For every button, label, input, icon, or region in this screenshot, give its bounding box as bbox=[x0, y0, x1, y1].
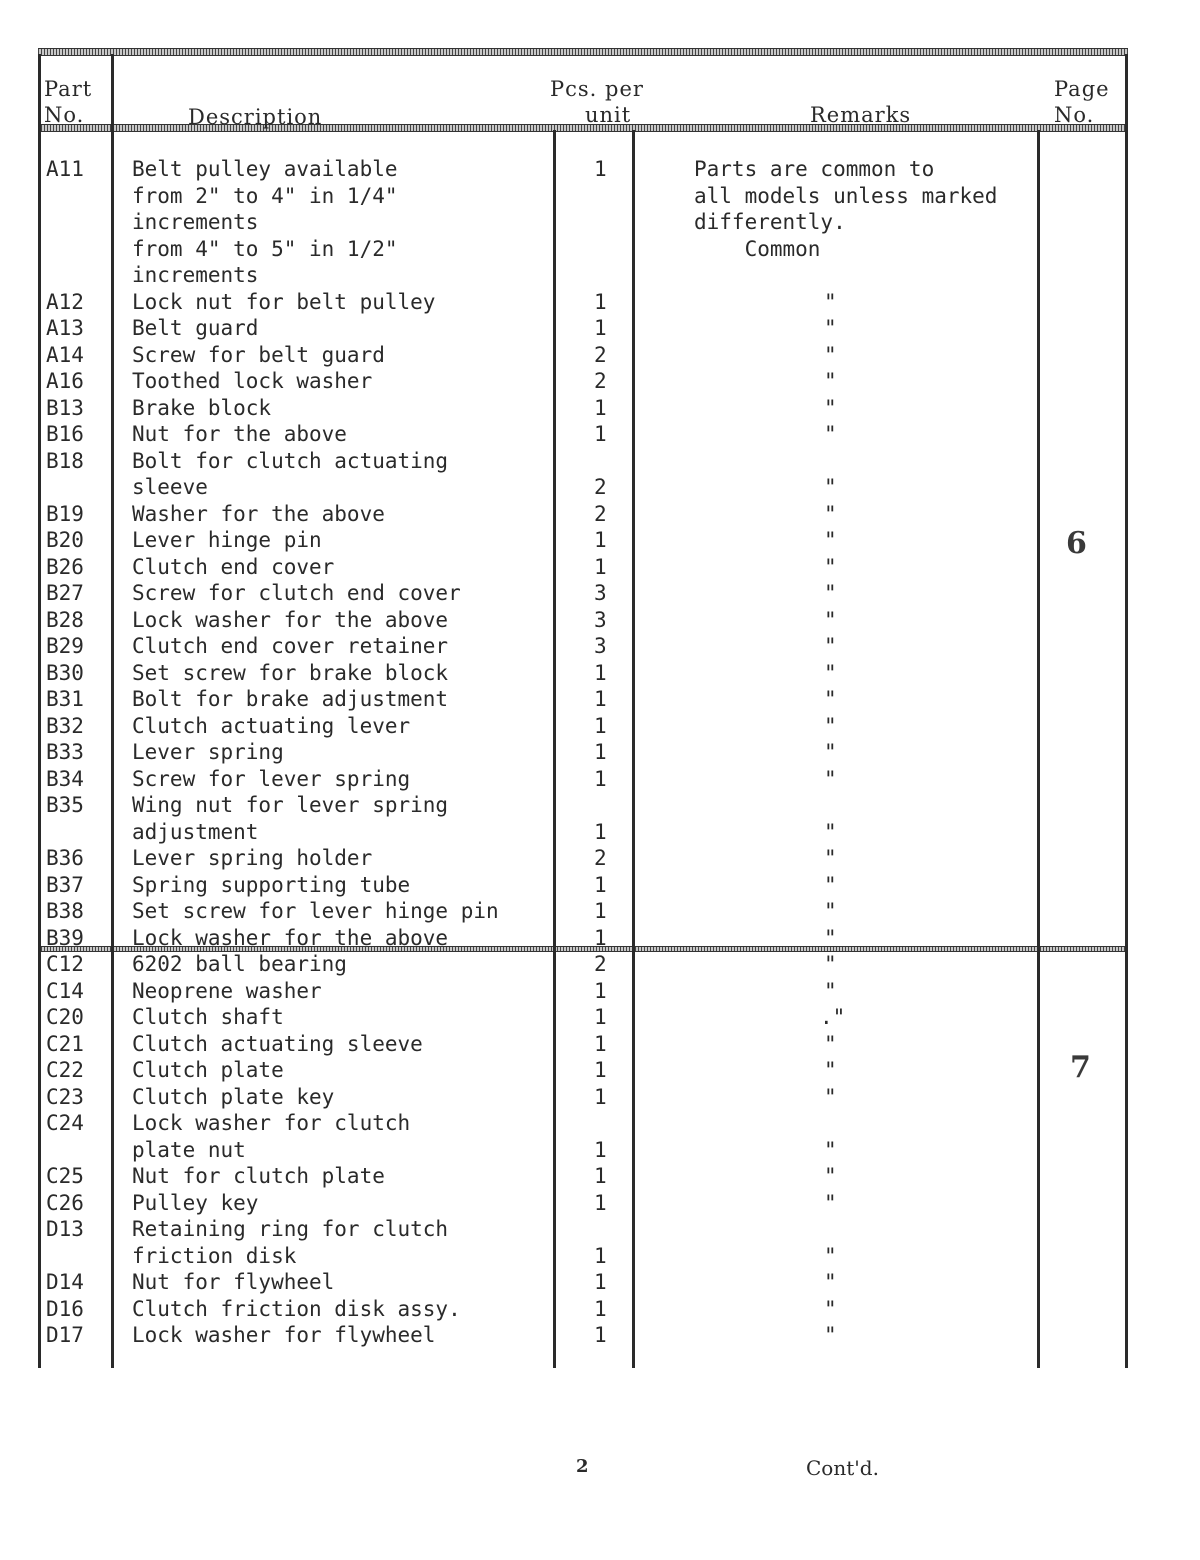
description-cell: Lever hinge pin bbox=[132, 528, 322, 552]
pcs-per-unit-cell: 1 bbox=[594, 1137, 607, 1162]
part-number-cell: D14 bbox=[46, 1270, 84, 1294]
pcs-per-unit-cell: 2 bbox=[594, 475, 607, 499]
table-top-border bbox=[38, 48, 1128, 56]
pcs-per-unit-cell: 1 bbox=[594, 1058, 607, 1082]
remarks-cell: " bbox=[824, 554, 837, 579]
description-cell: Brake block bbox=[132, 395, 272, 420]
remarks-cell: " bbox=[824, 1296, 837, 1321]
part-number-cell: B27 bbox=[46, 581, 84, 605]
header-page-line2: No. bbox=[1054, 103, 1095, 127]
remarks-cell: " bbox=[824, 740, 837, 764]
pcs-per-unit-cell: 1 bbox=[594, 713, 607, 738]
description-cell: Lock washer for flywheel bbox=[132, 1323, 436, 1347]
pcs-per-unit-cell: 1 bbox=[594, 1005, 607, 1029]
part-number-cell: B39 bbox=[46, 925, 84, 950]
header-part-no-line2: No. bbox=[44, 103, 85, 127]
pcs-per-unit-cell: 1 bbox=[594, 554, 607, 579]
description-cell: Lever spring bbox=[132, 740, 284, 764]
pcs-per-unit-cell: 3 bbox=[594, 607, 607, 632]
remarks-cell: Parts are common to bbox=[694, 157, 935, 181]
pcs-per-unit-cell: 2 bbox=[594, 342, 607, 367]
pcs-per-unit-cell: 1 bbox=[594, 978, 607, 1003]
description-cell: Clutch plate key bbox=[132, 1084, 335, 1109]
pcs-per-unit-cell: 1 bbox=[594, 316, 607, 340]
pcs-per-unit-cell: 1 bbox=[594, 528, 607, 552]
description-cell: Belt pulley available bbox=[132, 157, 398, 181]
description-cell: Nut for clutch plate bbox=[132, 1164, 385, 1188]
remarks-cell: differently. bbox=[694, 210, 846, 234]
description-cell: Clutch end cover retainer bbox=[132, 634, 449, 658]
pcs-per-unit-cell: 2 bbox=[594, 846, 607, 870]
description-cell: from 4" to 5" in 1/2" bbox=[132, 236, 398, 261]
pcs-per-unit-cell: 2 bbox=[594, 501, 607, 526]
part-number-cell: C20 bbox=[46, 1005, 84, 1029]
remarks-cell: " bbox=[824, 422, 837, 446]
pcs-per-unit-cell: 2 bbox=[594, 369, 607, 393]
pcs-per-unit-cell: 1 bbox=[594, 1270, 607, 1294]
description-cell: Screw for belt guard bbox=[132, 342, 385, 367]
part-number-cell: C24 bbox=[46, 1111, 84, 1135]
part-number-cell: B16 bbox=[46, 422, 84, 446]
part-number-cell: C26 bbox=[46, 1190, 84, 1215]
part-number-cell: A11 bbox=[46, 157, 84, 181]
remarks-cell: " bbox=[824, 1058, 837, 1082]
footer-page-number: 2 bbox=[576, 1456, 589, 1477]
description-cell: Lock washer for the above bbox=[132, 607, 449, 632]
pcs-per-unit-cell: 1 bbox=[594, 1296, 607, 1321]
pcs-per-unit-cell: 1 bbox=[594, 687, 607, 711]
remarks-cell: " bbox=[824, 607, 837, 632]
part-number-cell: A13 bbox=[46, 316, 84, 340]
footer-continued: Cont'd. bbox=[806, 1456, 879, 1480]
part-number-cell: B30 bbox=[46, 660, 84, 685]
description-cell: adjustment bbox=[132, 819, 259, 844]
description-cell: Washer for the above bbox=[132, 501, 385, 526]
pcs-per-unit-cell: 3 bbox=[594, 581, 607, 605]
description-cell: Nut for flywheel bbox=[132, 1270, 335, 1294]
description-cell: 6202 ball bearing bbox=[132, 952, 347, 976]
remarks-cell: all models unless marked bbox=[694, 183, 998, 208]
pcs-per-unit-cell: 1 bbox=[594, 1323, 607, 1347]
remarks-cell: " bbox=[824, 713, 837, 738]
page-number-group-6: 6 bbox=[1066, 526, 1087, 561]
remarks-cell: ." bbox=[820, 1005, 846, 1029]
part-number-cell: A12 bbox=[46, 289, 84, 314]
remarks-cell: " bbox=[824, 1164, 837, 1188]
remarks-cell: " bbox=[824, 1190, 837, 1215]
description-cell: Clutch shaft bbox=[132, 1005, 284, 1029]
pcs-per-unit-cell: 2 bbox=[594, 952, 607, 976]
part-number-cell: C23 bbox=[46, 1084, 84, 1109]
pcs-per-unit-cell: 1 bbox=[594, 289, 607, 314]
pcs-per-unit-cell: 1 bbox=[594, 1084, 607, 1109]
remarks-cell: " bbox=[824, 846, 837, 870]
description-column-divider bbox=[553, 130, 556, 1368]
part-number-cell: C22 bbox=[46, 1058, 84, 1082]
remarks-cell: " bbox=[824, 952, 837, 976]
remarks-cell: " bbox=[824, 925, 837, 950]
part-number-cell: D17 bbox=[46, 1323, 84, 1347]
description-cell: Bolt for brake adjustment bbox=[132, 687, 449, 711]
part-number-cell: A16 bbox=[46, 369, 84, 393]
pcs-per-unit-cell: 1 bbox=[594, 819, 607, 844]
description-cell: Wing nut for lever spring bbox=[132, 793, 449, 817]
header-page-line1: Page bbox=[1054, 77, 1110, 101]
description-cell: Clutch actuating sleeve bbox=[132, 1031, 423, 1056]
description-cell: Belt guard bbox=[132, 316, 259, 340]
part-number-cell: B13 bbox=[46, 395, 84, 420]
remarks-cell: " bbox=[824, 395, 837, 420]
description-cell: Screw for clutch end cover bbox=[132, 581, 461, 605]
description-cell: from 2" to 4" in 1/4" bbox=[132, 183, 398, 208]
description-cell: Set screw for brake block bbox=[132, 660, 449, 685]
remarks-cell: " bbox=[824, 766, 837, 791]
remarks-cell: " bbox=[824, 316, 837, 340]
pcs-per-unit-cell: 1 bbox=[594, 157, 607, 181]
description-cell: Clutch friction disk assy. bbox=[132, 1296, 461, 1321]
pcs-per-unit-cell: 1 bbox=[594, 1031, 607, 1056]
part-number-cell: B20 bbox=[46, 528, 84, 552]
pcs-per-unit-cell: 3 bbox=[594, 634, 607, 658]
description-cell: Retaining ring for clutch bbox=[132, 1217, 449, 1241]
part-number-cell: B19 bbox=[46, 501, 84, 526]
description-cell: Nut for the above bbox=[132, 422, 347, 446]
remarks-cell: " bbox=[824, 581, 837, 605]
remarks-cell: " bbox=[824, 872, 837, 897]
description-cell: plate nut bbox=[132, 1137, 246, 1162]
part-number-cell: B18 bbox=[46, 448, 84, 473]
pcs-per-unit-cell: 1 bbox=[594, 422, 607, 446]
remarks-cell: " bbox=[824, 528, 837, 552]
part-number-cell: B35 bbox=[46, 793, 84, 817]
description-cell: increments bbox=[132, 263, 259, 287]
left-border bbox=[38, 54, 41, 1368]
pcs-per-unit-cell: 1 bbox=[594, 1164, 607, 1188]
remarks-column-divider bbox=[1037, 130, 1040, 1368]
remarks-cell: " bbox=[824, 687, 837, 711]
part-number-cell: B32 bbox=[46, 713, 84, 738]
remarks-cell: " bbox=[824, 369, 837, 393]
description-cell: Set screw for lever hinge pin bbox=[132, 899, 499, 923]
description-cell: Screw for lever spring bbox=[132, 766, 411, 791]
description-cell: increments bbox=[132, 210, 259, 234]
pcs-per-unit-cell: 1 bbox=[594, 660, 607, 685]
part-number-cell: C14 bbox=[46, 978, 84, 1003]
description-cell: Lock washer for the above bbox=[132, 925, 449, 950]
remarks-cell: " bbox=[824, 342, 837, 367]
header-remarks: Remarks bbox=[810, 103, 912, 127]
description-cell: Clutch end cover bbox=[132, 554, 335, 579]
part-number-cell: B29 bbox=[46, 634, 84, 658]
remarks-cell: " bbox=[824, 1031, 837, 1056]
pcs-column-divider bbox=[632, 130, 635, 1368]
description-cell: Neoprene washer bbox=[132, 978, 322, 1003]
remarks-cell: " bbox=[824, 1323, 837, 1347]
description-cell: Clutch plate bbox=[132, 1058, 284, 1082]
pcs-per-unit-cell: 1 bbox=[594, 1243, 607, 1268]
header-part-no-line1: Part bbox=[44, 77, 93, 101]
remarks-cell: " bbox=[824, 501, 837, 526]
pcs-per-unit-cell: 1 bbox=[594, 740, 607, 764]
part-number-cell: A14 bbox=[46, 342, 84, 367]
remarks-cell: " bbox=[824, 1137, 837, 1162]
part-number-cell: B28 bbox=[46, 607, 84, 632]
pcs-per-unit-cell: 1 bbox=[594, 899, 607, 923]
description-cell: Spring supporting tube bbox=[132, 872, 411, 897]
remarks-cell: " bbox=[824, 1084, 837, 1109]
remarks-cell: " bbox=[824, 819, 837, 844]
part-number-cell: D13 bbox=[46, 1217, 84, 1241]
pcs-per-unit-cell: 1 bbox=[594, 872, 607, 897]
description-cell: Clutch actuating lever bbox=[132, 713, 411, 738]
part-number-cell: B38 bbox=[46, 899, 84, 923]
header-pcs-line1: Pcs. per bbox=[550, 77, 644, 101]
description-cell: Lock washer for clutch bbox=[132, 1111, 411, 1135]
remarks-cell: " bbox=[824, 289, 837, 314]
description-cell: Bolt for clutch actuating bbox=[132, 448, 449, 473]
description-cell: Pulley key bbox=[132, 1190, 259, 1215]
part-number-cell: C25 bbox=[46, 1164, 84, 1188]
remarks-cell: " bbox=[824, 1243, 837, 1268]
pcs-per-unit-cell: 1 bbox=[594, 395, 607, 420]
part-number-cell: B33 bbox=[46, 740, 84, 764]
pcs-per-unit-cell: 1 bbox=[594, 925, 607, 950]
description-cell: Lock nut for belt pulley bbox=[132, 289, 436, 314]
pcs-per-unit-cell: 1 bbox=[594, 766, 607, 791]
part-number-cell: C21 bbox=[46, 1031, 84, 1056]
part-column-divider bbox=[111, 54, 114, 1368]
pcs-per-unit-cell: 1 bbox=[594, 1190, 607, 1215]
part-number-cell: B31 bbox=[46, 687, 84, 711]
description-cell: friction disk bbox=[132, 1243, 297, 1268]
description-cell: Toothed lock washer bbox=[132, 369, 373, 393]
remarks-cell: " bbox=[824, 660, 837, 685]
part-number-cell: D16 bbox=[46, 1296, 84, 1321]
description-cell: sleeve bbox=[132, 475, 208, 499]
remarks-cell: " bbox=[824, 899, 837, 923]
header-description: Description bbox=[188, 105, 323, 129]
part-number-cell: B36 bbox=[46, 846, 84, 870]
page-number-group-7: 7 bbox=[1070, 1050, 1091, 1085]
remarks-cell: " bbox=[824, 978, 837, 1003]
part-number-cell: B26 bbox=[46, 554, 84, 579]
remarks-cell: " bbox=[824, 1270, 837, 1294]
part-number-cell: B34 bbox=[46, 766, 84, 791]
remarks-cell: " bbox=[824, 475, 837, 499]
header-pcs-line2: unit bbox=[585, 103, 632, 127]
remarks-cell: " bbox=[824, 634, 837, 658]
part-number-cell: C12 bbox=[46, 952, 84, 976]
remarks-cell: Common bbox=[694, 236, 821, 261]
part-number-cell: B37 bbox=[46, 872, 84, 897]
description-cell: Lever spring holder bbox=[132, 846, 373, 870]
right-border bbox=[1125, 54, 1128, 1368]
